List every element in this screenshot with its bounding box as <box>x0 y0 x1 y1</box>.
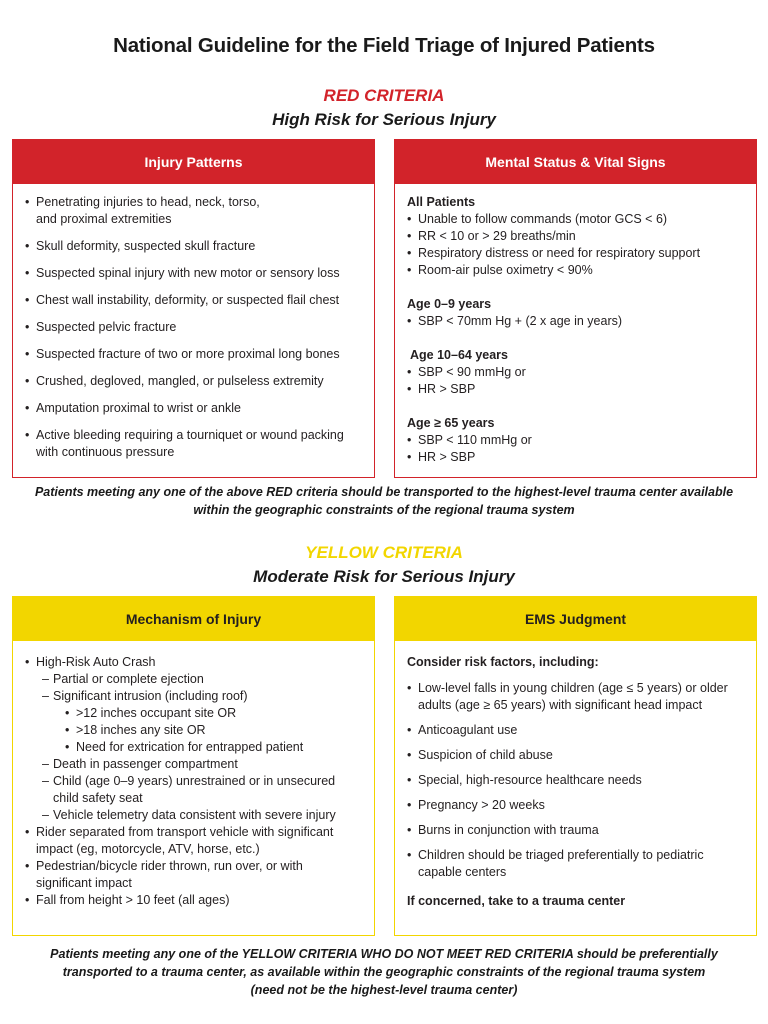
list-item: • Low-level falls in young children (age ≤ 5 years) or older adults (age ≥ 65 years) with significant head impact <box>407 680 744 714</box>
red-criteria-title: RED CRITERIA <box>323 86 445 105</box>
list-item: • Rider separated from transport vehicle with significant impact (eg, motorcycle, ATV, horse, etc.) <box>25 824 362 858</box>
mental-status-header: Mental Status & Vital Signs <box>395 140 756 184</box>
injury-patterns-header: Injury Patterns <box>13 140 374 184</box>
list-item: • Anticoagulant use <box>407 722 744 739</box>
list-item: • Suspected fracture of two or more proximal long bones <box>25 346 362 363</box>
injury-patterns-list <box>25 194 362 461</box>
ems-intro: Consider risk factors, including: <box>407 655 599 669</box>
list-item: • HR > SBP <box>407 449 744 466</box>
list-item: • Crushed, degloved, mangled, or pulseless extremity <box>25 373 362 390</box>
list-item: • Suspected spinal injury with new motor or sensory loss <box>25 265 362 282</box>
list-item: • HR > SBP <box>407 381 744 398</box>
ems-judgment-panel <box>394 596 757 936</box>
list-item: • Amputation proximal to wrist or ankle <box>25 400 362 417</box>
group-heading: Age 10–64 years <box>410 348 508 362</box>
group-heading: All Patients <box>407 195 476 209</box>
list-item: • Children should be triaged preferentially to pediatric capable centers <box>407 847 744 881</box>
list-item: – Vehicle telemetry data consistent with severe injury <box>42 807 362 824</box>
yellow-criteria-note <box>0 945 768 999</box>
ems-judgment-header: EMS Judgment <box>395 597 756 641</box>
yellow-criteria-title: YELLOW CRITERIA <box>305 543 463 562</box>
list-item: • SBP < 70mm Hg + (2 x age in years) <box>407 313 744 330</box>
list-item: • SBP < 110 mmHg or <box>407 432 744 449</box>
list-item: • Pregnancy > 20 weeks <box>407 797 744 814</box>
vitals-group-all-patients <box>407 194 744 279</box>
note-line: transported to a trauma center, as available within the geographic constraints of the regional trauma system <box>62 965 706 979</box>
mechanism-of-injury-header: Mechanism of Injury <box>13 597 374 641</box>
list-item: • Need for extrication for entrapped patient <box>65 739 362 756</box>
yellow-criteria-subtitle: Moderate Risk for Serious Injury <box>253 567 515 586</box>
vitals-group-age-0-9 <box>407 296 744 330</box>
list-item: – Child (age 0–9 years) unrestrained or in unsecured child safety seat <box>42 773 362 807</box>
list-item: • Respiratory distress or need for respiratory support <box>407 245 744 262</box>
list-item: • Fall from height > 10 feet (all ages) <box>25 892 362 909</box>
vitals-group-age-10-64 <box>407 347 744 398</box>
list-item <box>25 654 362 824</box>
red-criteria-note: Patients meeting any one of the above RED criteria should be transported to the highest-level trauma center available within the geographic constraints of the regional trauma system <box>34 485 734 517</box>
note-line: (need not be the highest-level trauma center) <box>250 983 518 997</box>
list-item: • Suspicion of child abuse <box>407 747 744 764</box>
list-item: • SBP < 90 mmHg or <box>407 364 744 381</box>
list-item: • RR < 10 or > 29 breaths/min <box>407 228 744 245</box>
list-item: • Suspected pelvic fracture <box>25 319 362 336</box>
note-line: Patients meeting any one of the YELLOW CRITERIA WHO DO NOT MEET RED CRITERIA should be preferentially <box>50 947 718 961</box>
list-item: • Penetrating injuries to head, neck, torso, and proximal extremities <box>25 194 362 228</box>
list-item: • Chest wall instability, deformity, or suspected flail chest <box>25 292 362 309</box>
list-item: • Special, high-resource healthcare needs <box>407 772 744 789</box>
list-item: • >18 inches any site OR <box>65 722 362 739</box>
list-item: – Death in passenger compartment <box>42 756 362 773</box>
list-item: • Pedestrian/bicycle rider thrown, run over, or with significant impact <box>25 858 362 892</box>
page-title: National Guideline for the Field Triage of Injured Patients <box>113 34 655 57</box>
list-item-label: High-Risk Auto Crash <box>36 655 156 669</box>
list-item: • Burns in conjunction with trauma <box>407 822 744 839</box>
vitals-group-age-65-plus <box>407 415 744 466</box>
mechanism-list <box>25 654 362 909</box>
list-item-label: Significant intrusion (including roof) <box>53 689 248 703</box>
red-criteria-subtitle: High Risk for Serious Injury <box>272 110 496 129</box>
list-item: • >12 inches occupant site OR <box>65 705 362 722</box>
injury-patterns-panel <box>12 139 375 478</box>
list-item: • Room-air pulse oximetry < 90% <box>407 262 744 279</box>
list-item: • Active bleeding requiring a tourniquet or wound packing with continuous pressure <box>25 427 362 461</box>
ems-outro: If concerned, take to a trauma center <box>407 894 626 908</box>
group-heading: Age ≥ 65 years <box>407 416 495 430</box>
mental-status-panel <box>394 139 757 478</box>
list-item: • Skull deformity, suspected skull fracture <box>25 238 362 255</box>
ems-risk-factor-list <box>407 680 744 881</box>
list-item: • Unable to follow commands (motor GCS < 6) <box>407 211 744 228</box>
list-item: – Partial or complete ejection <box>42 671 362 688</box>
list-item <box>42 688 362 756</box>
mechanism-of-injury-panel <box>12 596 375 936</box>
group-heading: Age 0–9 years <box>407 297 492 311</box>
